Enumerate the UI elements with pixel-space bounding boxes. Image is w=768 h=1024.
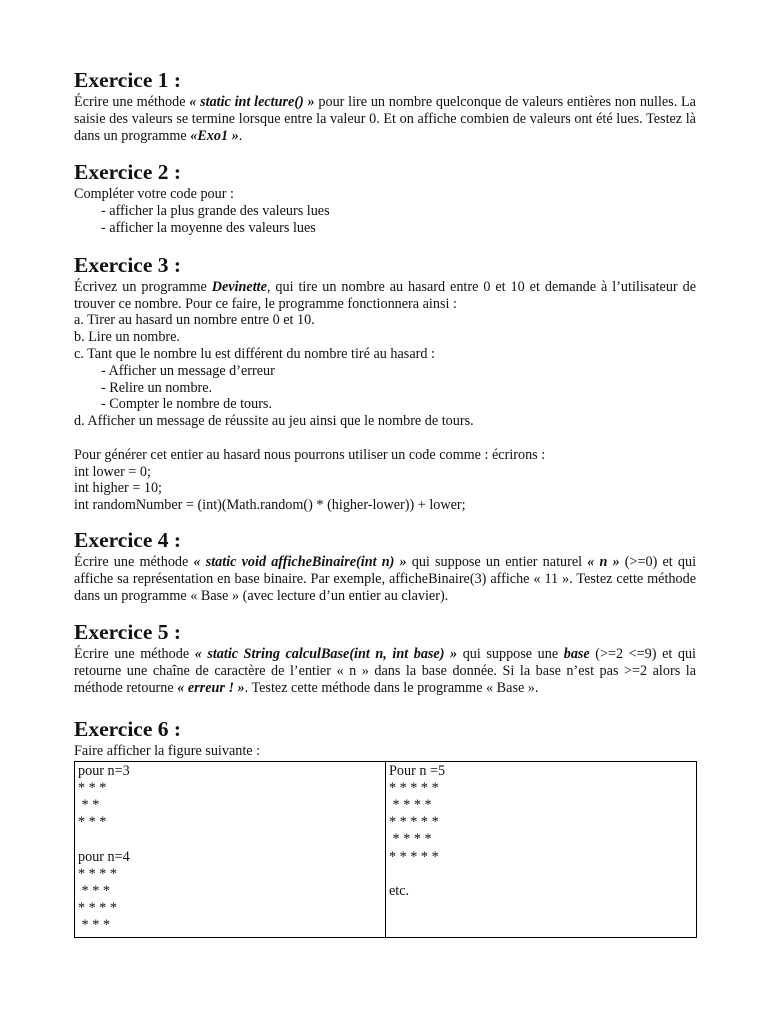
figure-line: * * * * [389,831,432,848]
ex1-text-1: Écrire une méthode [74,94,190,110]
figure-table [74,761,697,938]
exercise-3-text [74,279,696,313]
ex5-code-method: « static String calculBase(int n, int base) » [194,646,458,663]
spacer [74,430,696,447]
ex3-step-c: c. Tant que le nombre lu est différent du nombre tiré au hasard : [74,345,435,362]
list-item: - Afficher un message d’erreur [101,362,275,379]
exercise-4-text [74,554,696,604]
table-row [75,761,697,937]
figure-line: * * * [78,779,107,796]
ex3-step-b: b. Lire un nombre. [74,329,180,346]
exercise-6 [74,715,696,938]
figure-line: * * * * [389,796,432,813]
list-item: - Compter le nombre de tours. [101,396,272,413]
ex3-step-a: a. Tirer au hasard un nombre entre 0 et 10. [74,312,315,329]
exercise-5 [74,618,696,696]
figure-left-cell [75,761,386,937]
ex4-text-2: qui suppose un entier naturel [406,553,588,570]
figure-line: * * * [78,882,110,899]
exercise-6-intro: Faire afficher la figure suivante : [74,742,261,759]
figure-line: * * * * [78,865,118,882]
document-page [74,66,696,938]
exercise-1 [74,66,696,144]
ex5-text-4: . Testez cette méthode dans le programme « Base ». [244,679,539,696]
ex5-text-2: qui suppose une [457,646,564,663]
figure-line [78,831,382,848]
code-line: int randomNumber = (int)(Math.random() * (higher-lower)) + lower; [74,497,466,514]
ex5-text-1: Écrire une méthode [74,646,195,663]
ex3-program-name: Devinette [211,278,267,295]
exercise-3 [74,251,696,514]
exercise-4 [74,526,696,604]
code-line: int lower = 0; [74,463,151,480]
figure-line: * * * [78,917,110,934]
ex3-text-2: , qui tire un nombre au hasard entre 0 et 10 et demande à l’utilisateur de trouver ce nombre. Pour ce faire, le programme fonctionnera ainsi : [74,278,696,312]
ex1-code-exo1: «Exo1 » [190,127,239,144]
figure-line: etc. [389,882,410,899]
ex5-text-3: (>=2 <=9) et qui retourne une chaîne de caractère de l’entier « n » dans la base donnée. Si la base n’est pas >=2 alors la méthode retourne [74,646,696,696]
exercise-3-title: Exercice 3 : [74,252,182,277]
ex5-code-erreur: « erreur ! » [177,679,245,696]
ex3-random-intro: Pour générer cet entier au hasard nous pourrons utiliser un code comme : écrirons : [74,446,546,463]
exercise-5-text [74,646,696,696]
ex3-step-d: d. Afficher un message de réussite au jeu ainsi que le nombre de tours. [74,413,474,430]
exercise-6-title: Exercice 6 : [74,716,182,741]
figure-line: * * * * * [389,814,439,831]
figure-line: * * * [78,814,107,831]
ex4-code-n: « n » [587,553,620,570]
exercise-1-title: Exercice 1 : [74,68,182,92]
list-item: - afficher la moyenne des valeurs lues [101,219,316,236]
figure-line: * * * * * [389,848,439,865]
figure-line: pour n=3 [78,762,130,779]
ex5-code-base: base [563,646,590,663]
exercise-4-title: Exercice 4 : [74,527,182,552]
list-item: - afficher la plus grande des valeurs lues [101,203,330,220]
ex4-code-method: « static void afficheBinaire(int n) » [193,553,407,570]
list-item: - Relire un nombre. [101,379,213,396]
figure-line [389,866,693,883]
ex1-text-2: pour lire un nombre quelconque de valeurs entières non nulles. La saisie des valeurs se termine lorsque entre la valeur 0. Et on affiche combien de valeurs ont été lues. Testez là dans un programme [74,94,696,144]
exercise-2-intro: Compléter votre code pour : [74,186,234,203]
ex3-text-1: Écrivez un programme [74,278,212,295]
ex4-text-1: Écrire une méthode [74,553,194,570]
figure-right-cell [386,761,697,937]
exercise-5-title: Exercice 5 : [74,620,182,645]
exercise-1-text [74,94,696,144]
ex1-text-3: . [238,127,243,144]
ex4-text-3: (>=0) et qui affiche sa représentation en base binaire. Par exemple, afficheBinaire(3) affiche « 11 ». Testez cette méthode dans un programme « Base » (avec lecture d’un entier au clavier). [74,553,697,604]
code-line: int higher = 10; [74,480,162,497]
figure-line: * * [78,796,100,813]
figure-line: * * * * * [389,779,439,796]
figure-line: Pour n =5 [389,762,446,779]
figure-line: * * * * [78,900,118,917]
exercise-2-title: Exercice 2 : [74,160,182,185]
figure-line: pour n=4 [78,848,130,865]
ex1-code-lecture: « static int lecture() » [189,94,315,110]
exercise-2 [74,158,696,236]
